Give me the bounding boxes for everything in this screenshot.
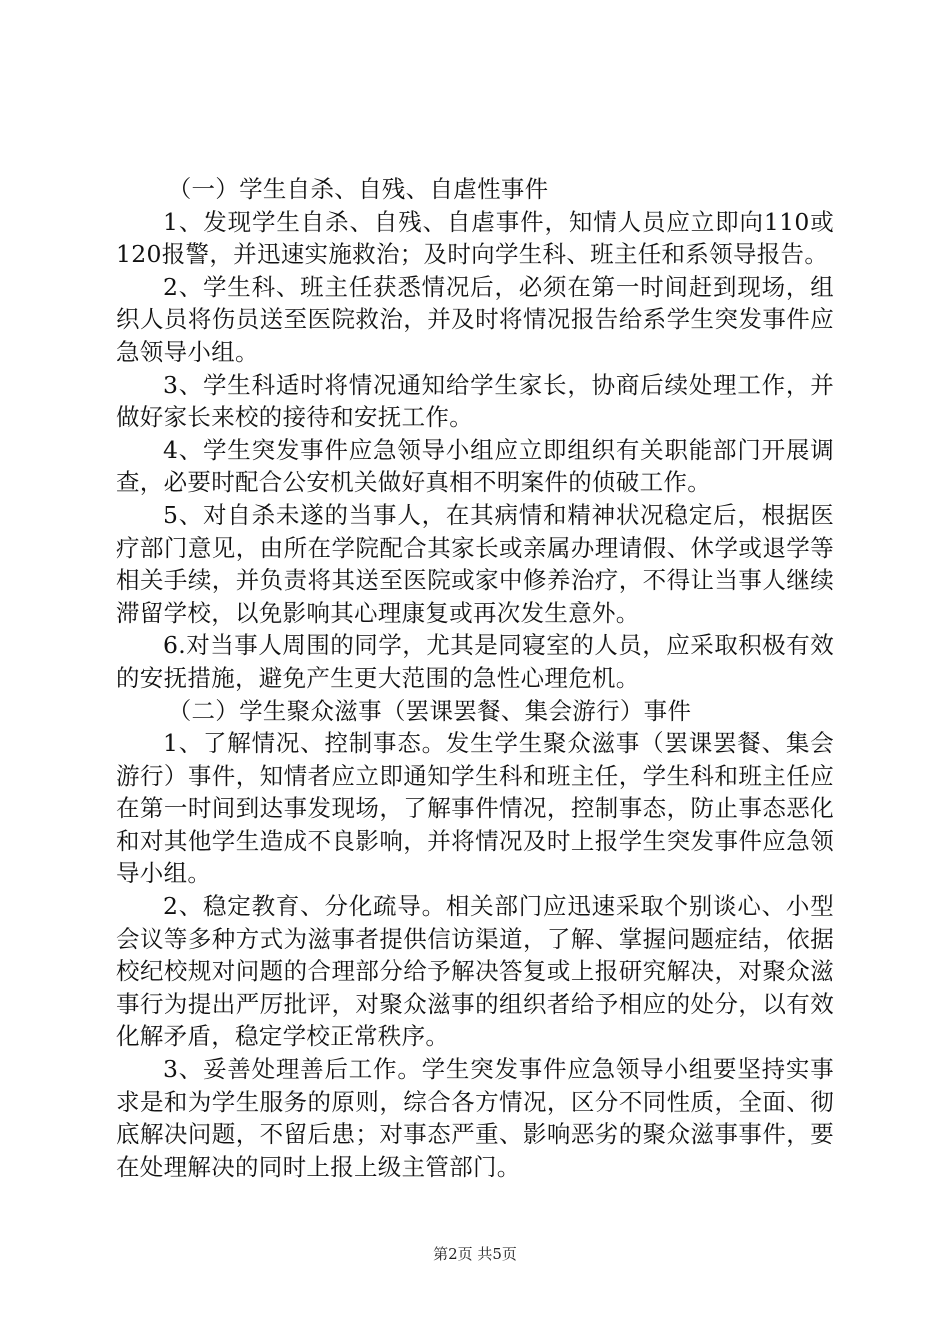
paragraph-1-2: 2、学生科、班主任获悉情况后，必须在第一时间赶到现场，组织人员将伤员送至医院救治，并及时将情况报告给系学生突发事件应急领导小组。 [116, 272, 834, 366]
paragraph-1-6: 6.对当事人周围的同学，尤其是同寝室的人员，应采取积极有效的安抚措施，避免产生更大范围的急性心理危机。 [116, 631, 834, 692]
paragraph-1-1: 1、发现学生自杀、自残、自虐事件，知情人员应立即向110或120报警，并迅速实施救治；及时向学生科、班主任和系领导报告。 [116, 207, 834, 269]
paragraph-2-2: 2、稳定教育、分化疏导。相关部门应迅速采取个别谈心、小型会议等多种方式为滋事者提供信访渠道，了解、掌握问题症结，依据校纪校规对问题的合理部分给予解决答复或上报研究解决，对聚众滋事行为提出严厉批评，对聚众滋事的组织者给予相应的处分，以有效化解矛盾，稳定学校正常秩序。 [116, 892, 834, 1051]
paragraph-1-5: 5、对自杀未遂的当事人，在其病情和精神状况稳定后，根据医疗部门意见，由所在学院配合其家长或亲属办理请假、休学或退学等相关手续，并负责将其送至医院或家中修养治疗，不得让当事人继续滞留学校，以免影响其心理康复或再次发生意外。 [116, 500, 834, 627]
section-heading-2: （二）学生聚众滋事（罢课罢餐、集会游行）事件 [167, 696, 692, 725]
page-footer [0, 1244, 950, 1264]
paragraph-2-1: 1、了解情况、控制事态。发生学生聚众滋事（罢课罢餐、集会游行）事件，知情者应立即通知学生科和班主任，学生科和班主任应在第一时间到达事发现场，了解事件情况，控制事态，防止事态恶化和对其他学生造成不良影响，并将情况及时上报学生突发事件应急领导小组。 [116, 729, 834, 888]
paragraph-2-3: 3、妥善处理善后工作。学生突发事件应急领导小组要坚持实事求是和为学生服务的原则，综合各方情况，区分不同性质，全面、彻底解决问题，不留后患；对事态严重、影响恶劣的聚众滋事事件，要在处理解决的同时上报上级主管部门。 [116, 1055, 834, 1181]
page-number-label: 第2页 共5页 [433, 1245, 517, 1263]
paragraph-1-3: 3、学生科适时将情况通知给学生家长，协商后续处理工作，并做好家长来校的接待和安抚工作。 [116, 370, 834, 432]
paragraph-1-4: 4、学生突发事件应急领导小组应立即组织有关职能部门开展调查，必要时配合公安机关做好真相不明案件的侦破工作。 [116, 435, 834, 497]
document-body [116, 173, 834, 1183]
section-heading-1: （一）学生自杀、自残、自虐性事件 [167, 175, 549, 203]
